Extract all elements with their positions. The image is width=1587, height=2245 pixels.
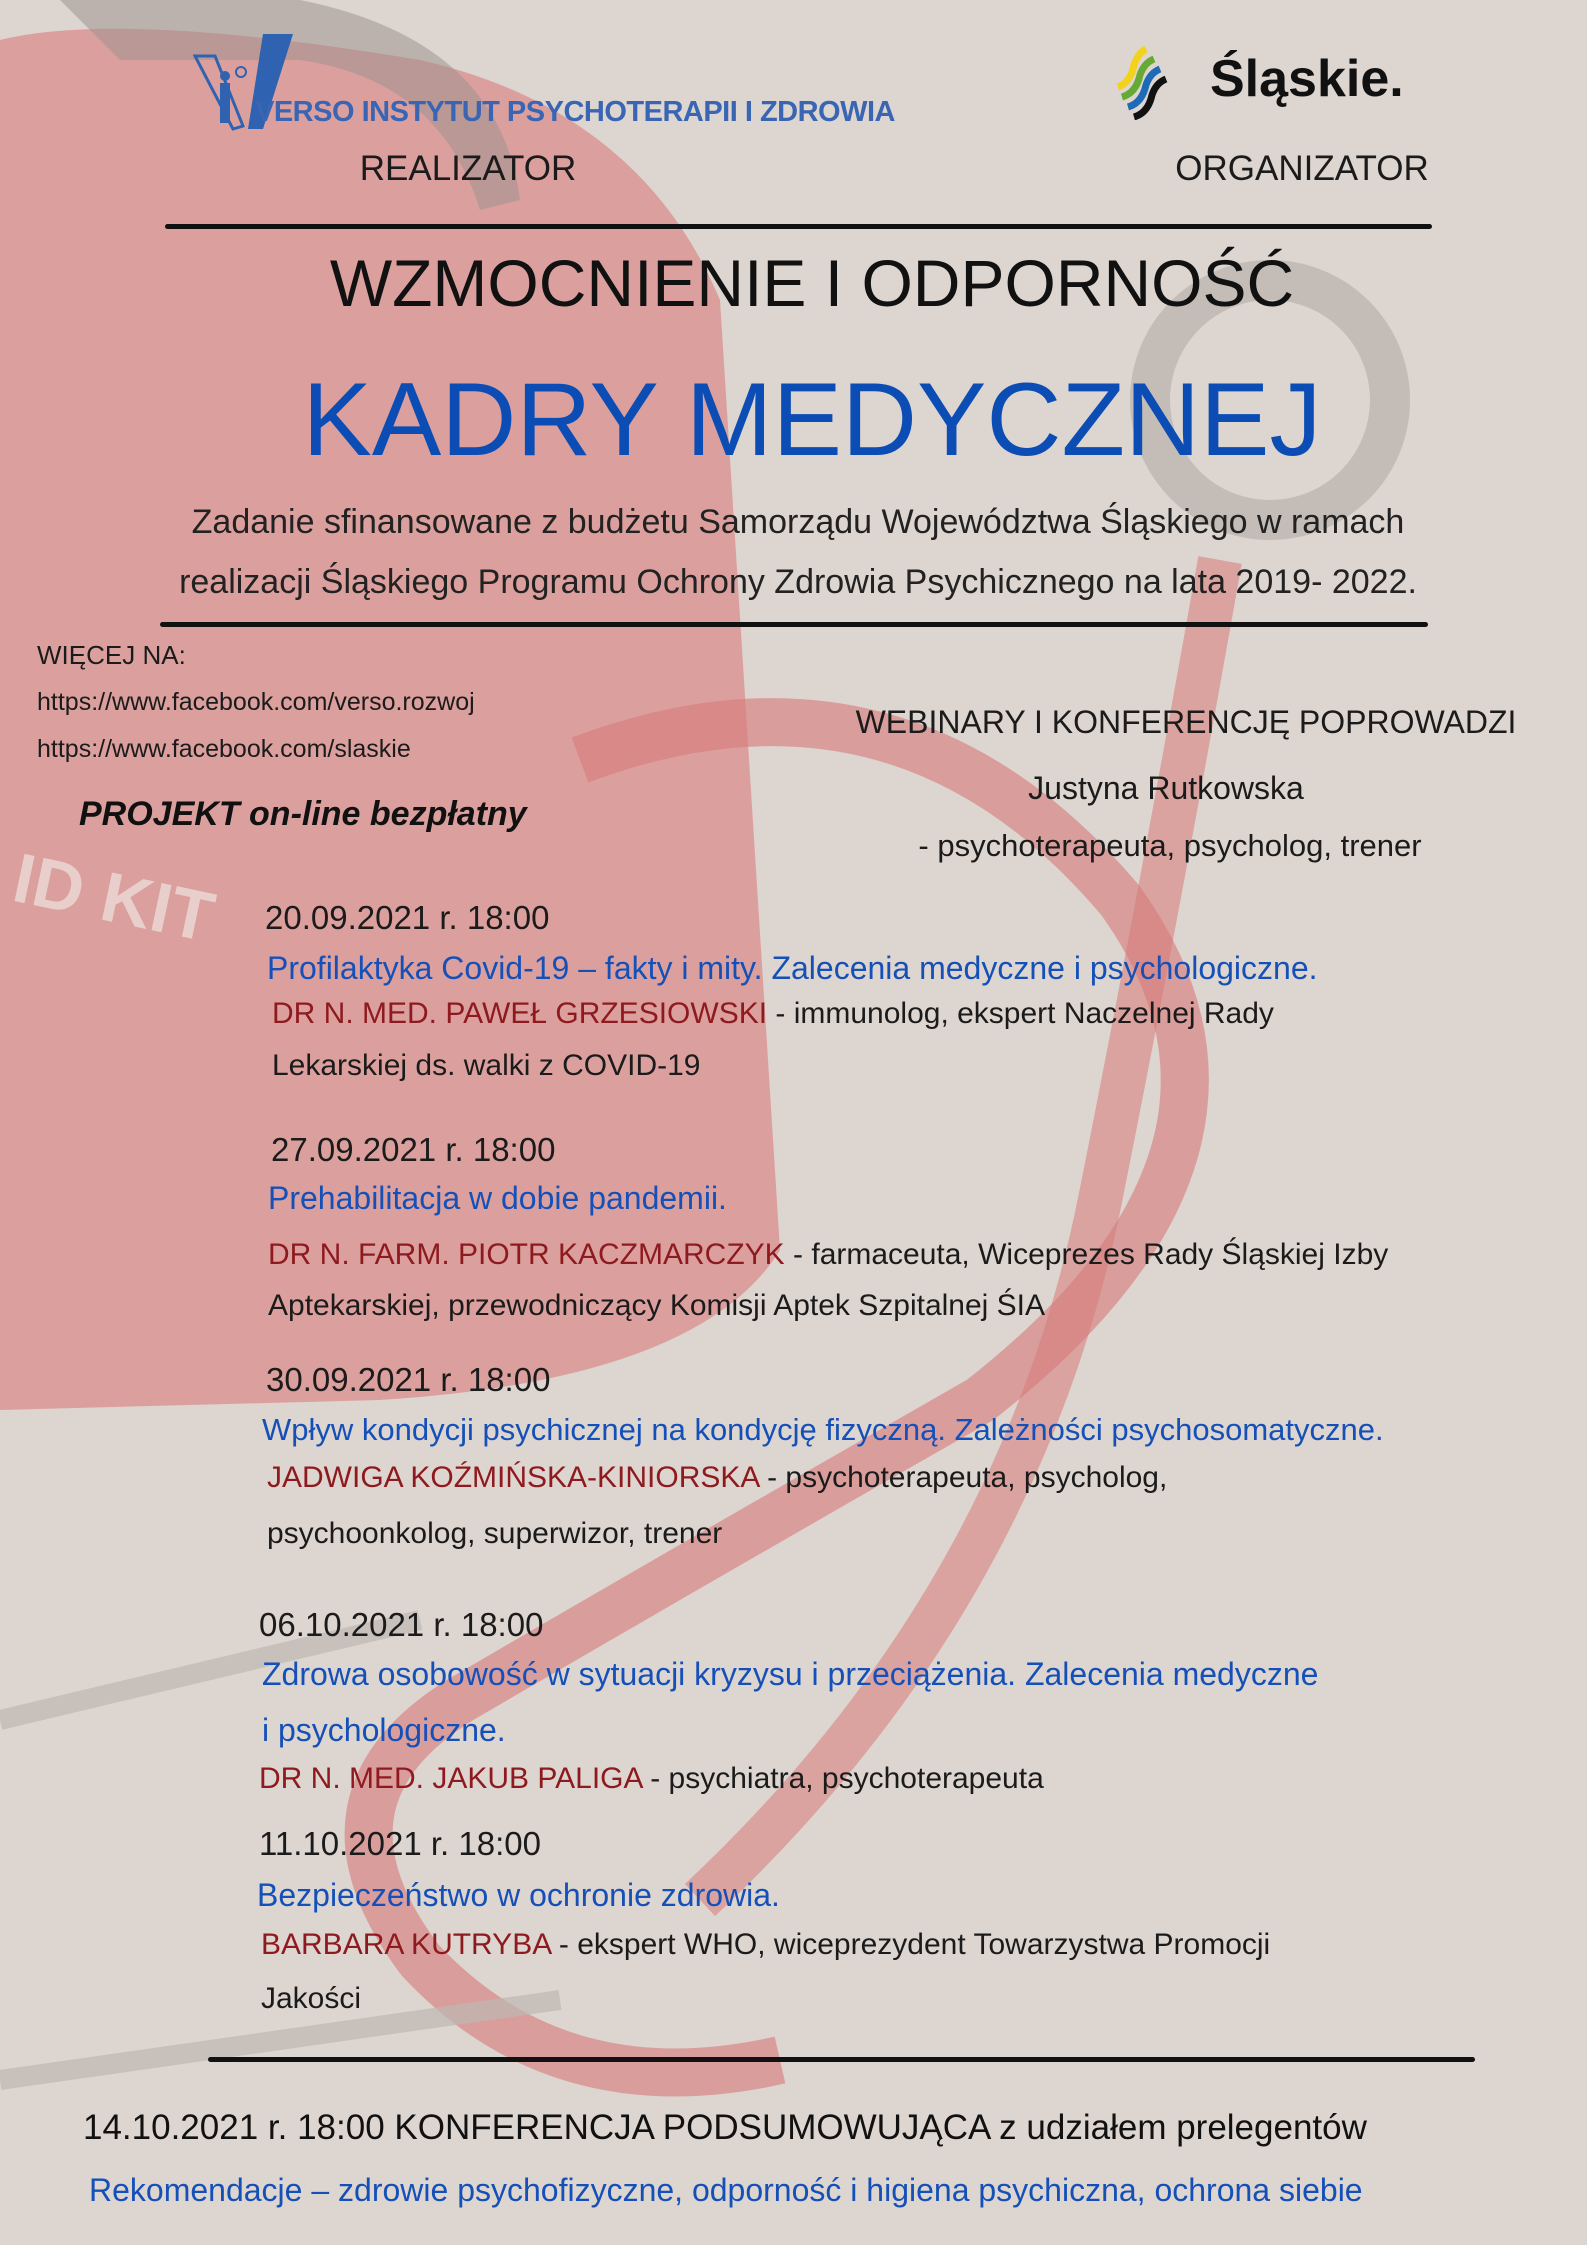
conference-line	[83, 2110, 1367, 2145]
conference-topics: Rekomendacje – zdrowie psychofizyczne, odporność i higiena psychiczna, ochrona siebie	[89, 2172, 1363, 2208]
event-date: 06.10.2021 r. 18:00	[259, 1606, 544, 1643]
conference-suffix: z udziałem prelegentów	[989, 2108, 1367, 2147]
speaker-role-continued: psychoonkolog, superwizor, trener	[267, 1517, 723, 1550]
speaker-role: - psychoterapeuta, psycholog,	[758, 1461, 1168, 1494]
speaker-role-continued: Aptekarskiej, przewodniczący Komisji Aptek Szpitalnej ŚIA	[268, 1289, 1046, 1322]
verso-logo	[193, 34, 893, 134]
verso-logo-text: VERSO INSTYTUT PSYCHOTERAPII I ZDROWIA	[255, 96, 895, 128]
divider	[165, 224, 1432, 229]
slaskie-logo	[1110, 45, 1410, 120]
speaker-role: - ekspert WHO, wiceprezydent Towarzystwa Promocji	[550, 1928, 1271, 1961]
title-line-1: WZMOCNIENIE I ODPORNOŚĆ	[329, 246, 1295, 320]
event-speaker-line	[272, 999, 1274, 1029]
speaker-role-continued: Jakości	[261, 1982, 362, 2015]
host-label: WEBINARY I KONFERENCJĘ POPROWADZI	[855, 704, 1517, 740]
host-role: - psychoterapeuta, psycholog, trener	[918, 828, 1422, 863]
event-date: 27.09.2021 r. 18:00	[271, 1131, 556, 1168]
svg-text:ID KIT: ID KIT	[6, 838, 221, 957]
speaker-role: - immunolog, ekspert Naczelnej Rady	[767, 997, 1274, 1030]
speaker-role: - psychiatra, psychoterapeuta	[641, 1762, 1044, 1795]
event-title: Wpływ kondycji psychicznej na kondycję fizyczną. Zależności psychosomatyczne.	[262, 1412, 1384, 1447]
speaker-name: JADWIGA KOŹMIŃSKA-KINIORSKA	[267, 1461, 759, 1494]
event-speaker-line	[268, 1240, 1388, 1270]
speaker-name: BARBARA KUTRYBA	[261, 1928, 551, 1961]
subtitle-line-2: realizacji Śląskiego Programu Ochrony Zdrowia Psychicznego na lata 2019- 2022.	[179, 563, 1417, 601]
slaskie-waves-icon	[1110, 45, 1185, 120]
event-title: Zdrowa osobowość w sytuacji kryzysu i przeciążenia. Zalecenia medyczne	[262, 1656, 1319, 1692]
event-date: 20.09.2021 r. 18:00	[265, 899, 550, 936]
speaker-role: - farmaceuta, Wiceprezes Rady Śląskiej Izby	[784, 1238, 1389, 1271]
organizator-label: ORGANIZATOR	[1175, 149, 1429, 188]
divider	[208, 2057, 1475, 2062]
event-date: 30.09.2021 r. 18:00	[266, 1361, 551, 1398]
speaker-name: DR N. FARM. PIOTR KACZMARCZYK	[268, 1238, 785, 1271]
event-date: 11.10.2021 r. 18:00	[259, 1825, 541, 1862]
event-title: Bezpieczeństwo w ochronie zdrowia.	[257, 1877, 780, 1913]
event-title-continued: i psychologiczne.	[262, 1712, 506, 1748]
subtitle-line-1: Zadanie sfinansowane z budżetu Samorządu Województwa Śląskiego w ramach	[191, 503, 1405, 541]
conference-date: 14.10.2021 r. 18:00	[83, 2108, 385, 2147]
conference-name: KONFERENCJA PODSUMOWUJĄCA	[384, 2108, 990, 2147]
event-title: Profilaktyka Covid-19 – fakty i mity. Zalecenia medyczne i psychologiczne.	[267, 950, 1318, 986]
more-info-label: WIĘCEJ NA:	[37, 640, 186, 670]
event-speaker-line	[261, 1930, 1270, 1960]
event-speaker-line	[267, 1463, 1167, 1493]
speaker-name: DR N. MED. JAKUB PALIGA	[259, 1762, 642, 1795]
project-note: PROJEKT on-line bezpłatny	[79, 795, 527, 833]
speaker-role-continued: Lekarskiej ds. walki z COVID-19	[272, 1049, 701, 1082]
title-line-2: KADRY MEDYCZNEJ	[302, 362, 1322, 478]
slaskie-logo-text: Śląskie.	[1210, 50, 1404, 108]
facebook-link-verso[interactable]: https://www.facebook.com/verso.rozwoj	[37, 688, 475, 716]
event-title: Prehabilitacja w dobie pandemii.	[268, 1180, 727, 1216]
speaker-name: DR N. MED. PAWEŁ GRZESIOWSKI	[272, 997, 768, 1030]
host-name: Justyna Rutkowska	[1028, 770, 1304, 806]
facebook-link-slaskie[interactable]: https://www.facebook.com/slaskie	[37, 735, 411, 763]
event-speaker-line	[259, 1764, 1044, 1794]
realizator-label: REALIZATOR	[359, 149, 577, 188]
divider	[160, 622, 1428, 627]
